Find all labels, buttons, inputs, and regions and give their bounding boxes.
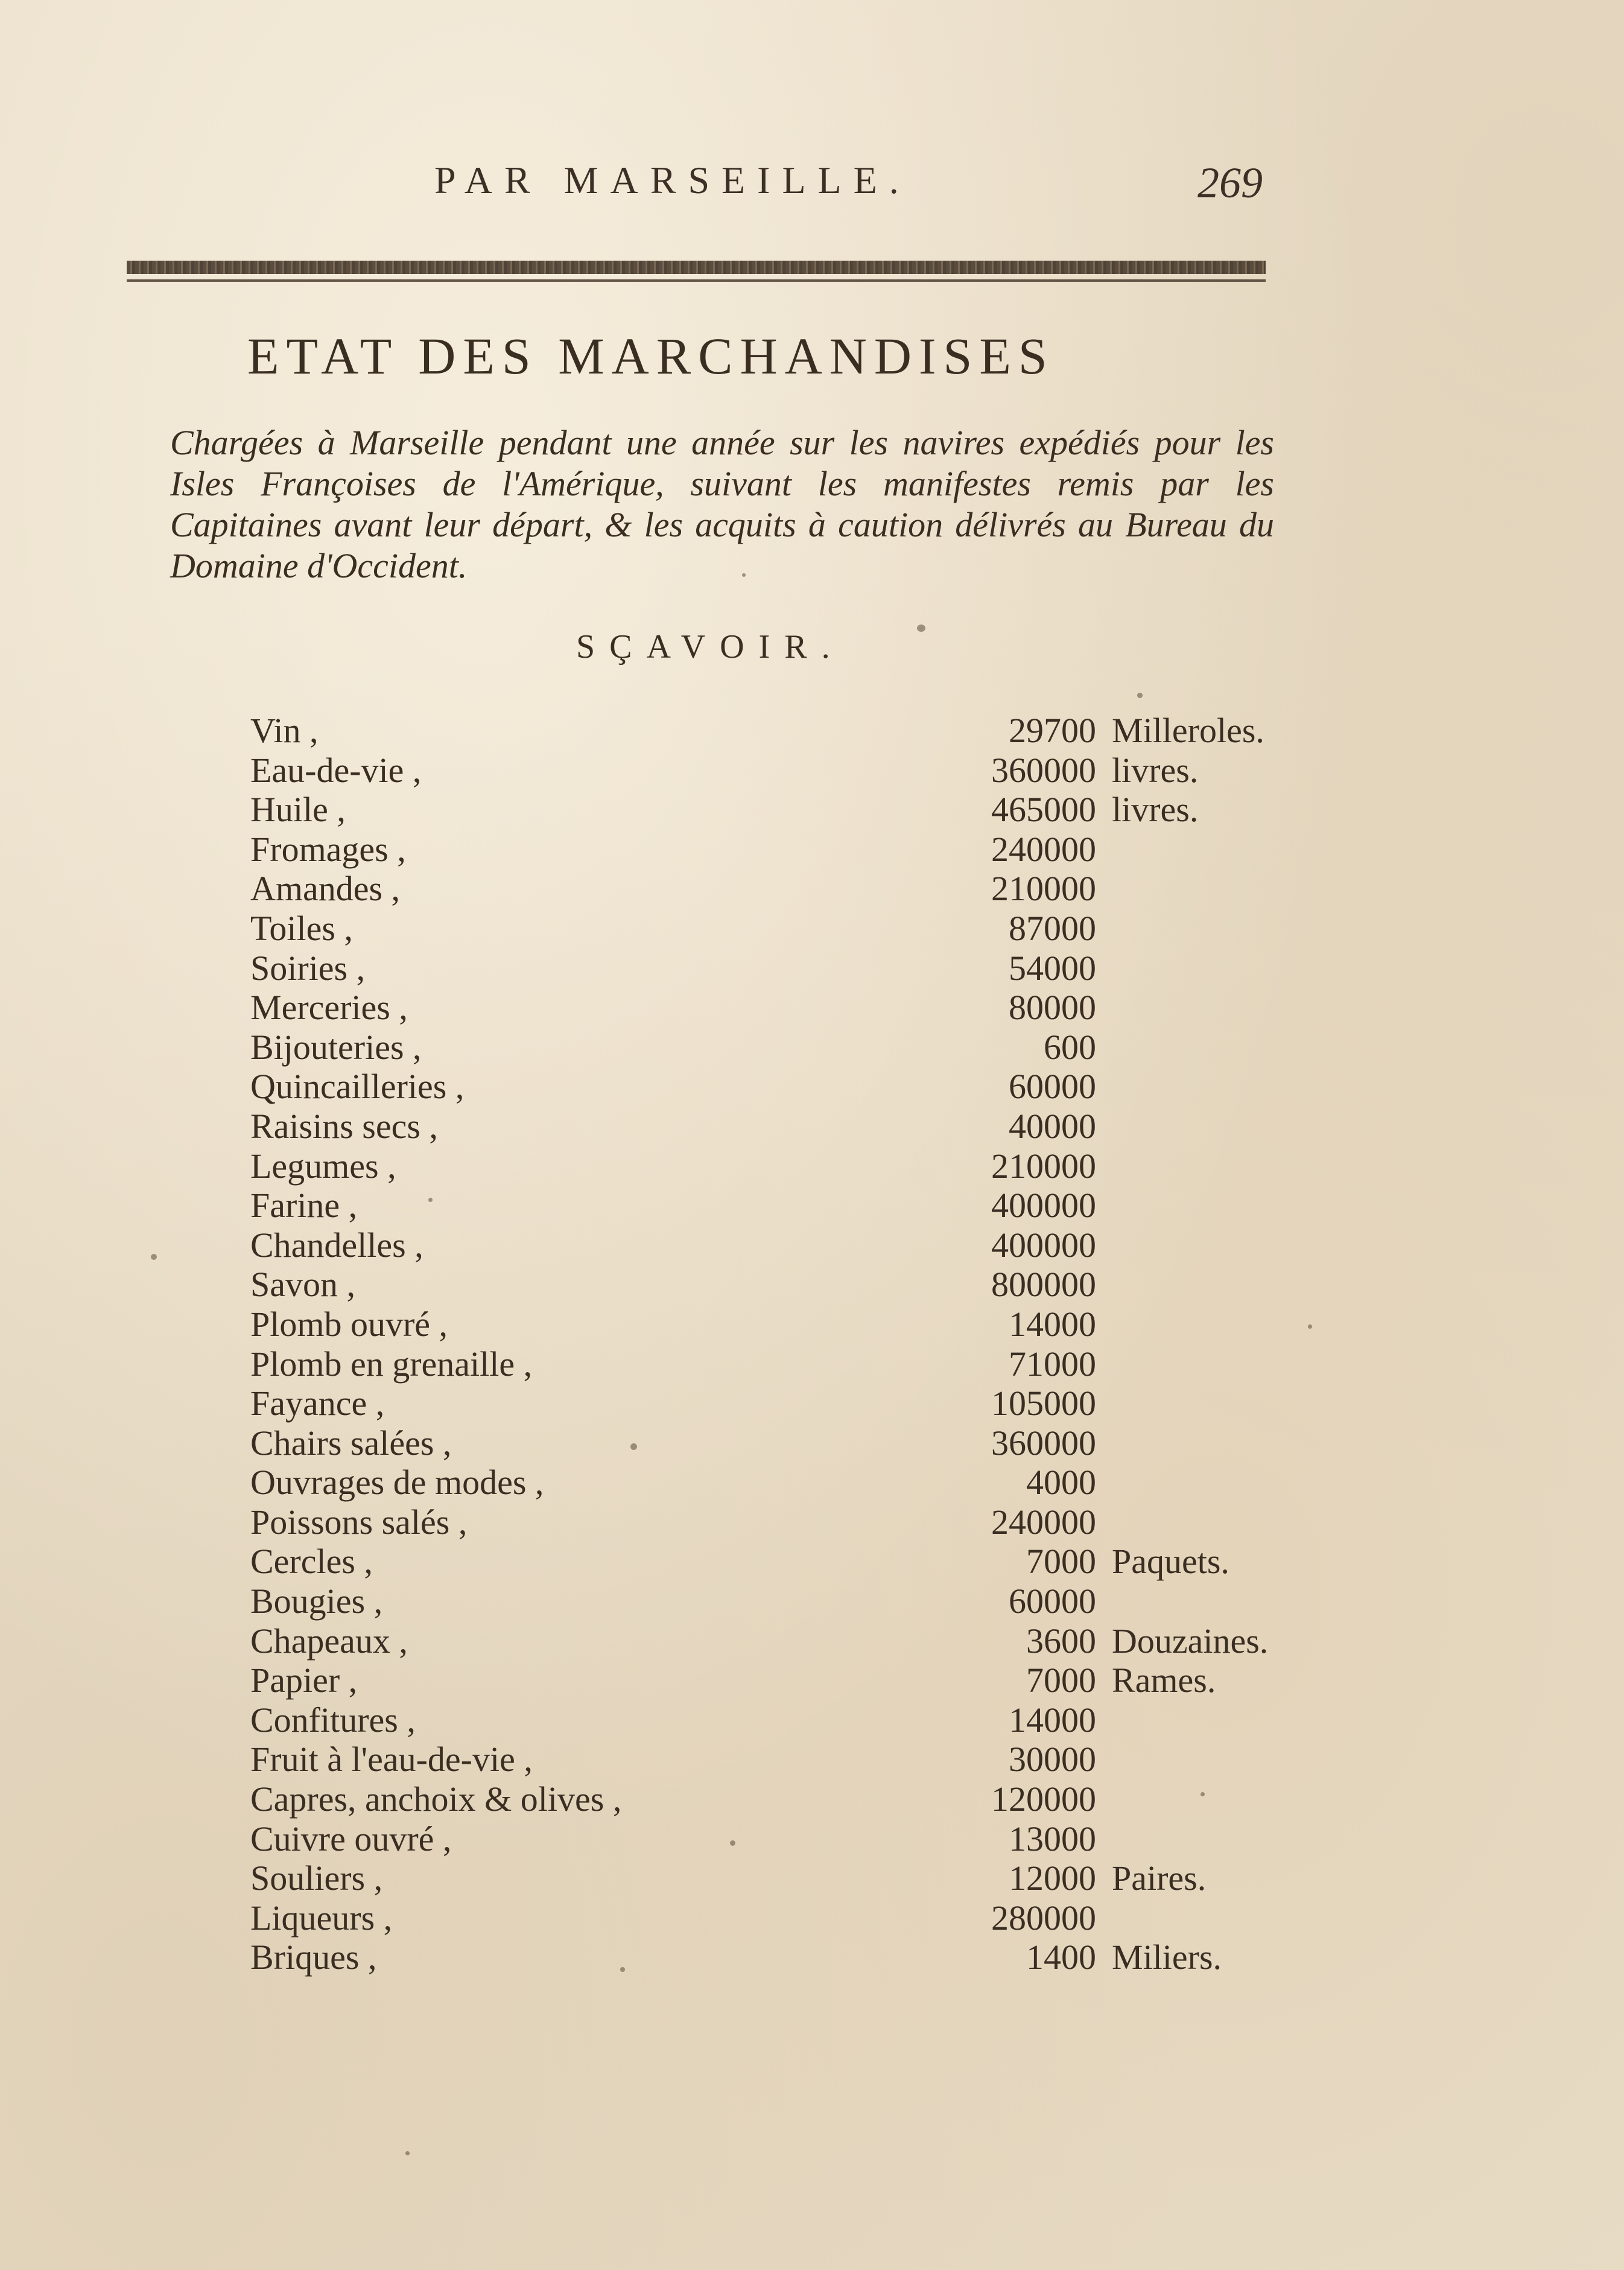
goods-list [0,711,1624,1977]
goods-item-name: Ouvrages de modes , [250,1463,544,1502]
goods-row [0,1582,1624,1621]
goods-item-name: Bougies , [250,1582,383,1621]
goods-row [0,909,1624,949]
goods-quantity: 600 [1044,1027,1096,1067]
goods-quantity: 400000 [991,1225,1096,1265]
running-title: PAR MARSEILLE. [434,159,911,202]
goods-row [0,790,1624,830]
goods-unit: Paquets. [1112,1542,1229,1582]
goods-quantity: 13000 [1009,1819,1096,1858]
goods-item-name: Liqueurs , [250,1898,393,1938]
goods-quantity: 360000 [991,750,1096,790]
goods-quantity: 105000 [991,1384,1096,1423]
goods-row [0,1740,1624,1779]
goods-quantity: 800000 [991,1265,1096,1305]
goods-item-name: Huile , [250,790,346,830]
goods-row [0,1779,1624,1819]
paper-speck [1137,693,1143,698]
goods-item-name: Vin , [250,711,319,750]
goods-item-name: Confitures , [250,1700,416,1740]
goods-unit: Miliers. [1112,1938,1222,1977]
goods-item-name: Quincailleries , [250,1067,465,1107]
goods-item-name: Savon , [250,1265,355,1305]
goods-item-name: Amandes , [250,869,401,909]
goods-item-name: Fruit à l'eau-de-vie , [250,1740,533,1779]
goods-quantity: 4000 [1026,1463,1096,1502]
goods-quantity: 14000 [1009,1304,1096,1344]
goods-row [0,830,1624,870]
goods-quantity: 40000 [1009,1106,1096,1146]
goods-row [0,1858,1624,1898]
rule-line [127,279,1266,282]
goods-row [0,711,1624,751]
goods-item-name: Fromages , [250,829,406,869]
goods-row [0,1186,1624,1226]
goods-item-name: Cercles , [250,1542,373,1582]
goods-quantity: 240000 [991,829,1096,869]
goods-quantity: 60000 [1009,1067,1096,1107]
goods-quantity: 360000 [991,1423,1096,1463]
goods-row [0,949,1624,988]
goods-quantity: 7000 [1026,1542,1096,1582]
goods-quantity: 54000 [1009,948,1096,988]
goods-item-name: Capres, anchoix & olives , [250,1779,622,1819]
goods-unit: Douzaines. [1112,1621,1269,1661]
goods-quantity: 1400 [1026,1938,1096,1977]
goods-item-name: Plomb en grenaille , [250,1344,533,1384]
section-heading: SÇAVOIR. [576,628,845,666]
goods-row [0,1938,1624,1977]
goods-item-name: Chairs salées , [250,1423,452,1463]
goods-item-name: Raisins secs , [250,1106,438,1146]
goods-item-name: Chapeaux , [250,1621,408,1661]
goods-item-name: Papier , [250,1661,358,1700]
goods-unit: Paires. [1112,1858,1207,1898]
goods-row [0,1067,1624,1107]
goods-quantity: 29700 [1009,711,1096,750]
goods-row [0,1265,1624,1305]
goods-row [0,1621,1624,1661]
goods-row [0,988,1624,1028]
paper-speck [917,625,925,632]
goods-unit: Milleroles. [1112,711,1264,750]
goods-row [0,1542,1624,1582]
goods-quantity: 210000 [991,869,1096,909]
goods-row [0,1819,1624,1859]
goods-row [0,1107,1624,1146]
goods-row [0,1344,1624,1384]
goods-row [0,1226,1624,1265]
goods-item-name: Cuivre ouvré , [250,1819,452,1858]
goods-item-name: Plomb ouvré , [250,1304,448,1344]
goods-item-name: Souliers , [250,1858,383,1898]
goods-row [0,1502,1624,1542]
ornamental-rule [127,261,1266,274]
page-title: ETAT DES MARCHANDISES [247,327,1055,385]
goods-row [0,1384,1624,1423]
goods-row [0,1028,1624,1067]
goods-quantity: 87000 [1009,908,1096,948]
goods-row [0,1661,1624,1700]
goods-quantity: 14000 [1009,1700,1096,1740]
goods-item-name: Eau-de-vie , [250,750,422,790]
goods-row [0,1146,1624,1186]
goods-row [0,1423,1624,1463]
paper-speck [405,2151,410,2155]
goods-item-name: Bijouteries , [250,1027,422,1067]
goods-item-name: Fayance , [250,1384,385,1423]
goods-quantity: 12000 [1009,1858,1096,1898]
goods-quantity: 71000 [1009,1344,1096,1384]
goods-quantity: 280000 [991,1898,1096,1938]
goods-item-name: Legumes , [250,1146,396,1186]
goods-row [0,869,1624,909]
goods-item-name: Farine , [250,1186,358,1226]
goods-quantity: 210000 [991,1146,1096,1186]
goods-unit: livres. [1112,790,1199,830]
goods-row [0,1305,1624,1344]
goods-quantity: 3600 [1026,1621,1096,1661]
goods-quantity: 60000 [1009,1582,1096,1621]
goods-item-name: Poissons salés , [250,1502,468,1542]
goods-quantity: 465000 [991,790,1096,830]
goods-quantity: 400000 [991,1186,1096,1226]
goods-quantity: 80000 [1009,988,1096,1028]
goods-item-name: Soiries , [250,948,366,988]
goods-item-name: Merceries , [250,988,408,1028]
goods-unit: livres. [1112,750,1199,790]
goods-item-name: Chandelles , [250,1225,423,1265]
goods-quantity: 240000 [991,1502,1096,1542]
goods-row [0,1463,1624,1502]
goods-item-name: Briques , [250,1938,377,1977]
goods-unit: Rames. [1112,1661,1216,1700]
goods-quantity: 120000 [991,1779,1096,1819]
goods-row [0,1898,1624,1938]
intro-paragraph: Chargées à Marseille pendant une année sur les navires expédiés pour les Isles Françoises de l'Amérique, suivant les manifestes remis par les Capitaines avant leur départ, & les acquits à caution délivrés au Bureau du Domaine d'Occident. [170,423,1274,585]
goods-quantity: 30000 [1009,1740,1096,1779]
page-number: 269 [1197,159,1263,207]
goods-row [0,1700,1624,1740]
goods-row [0,751,1624,790]
goods-quantity: 7000 [1026,1661,1096,1700]
goods-item-name: Toiles , [250,908,353,948]
